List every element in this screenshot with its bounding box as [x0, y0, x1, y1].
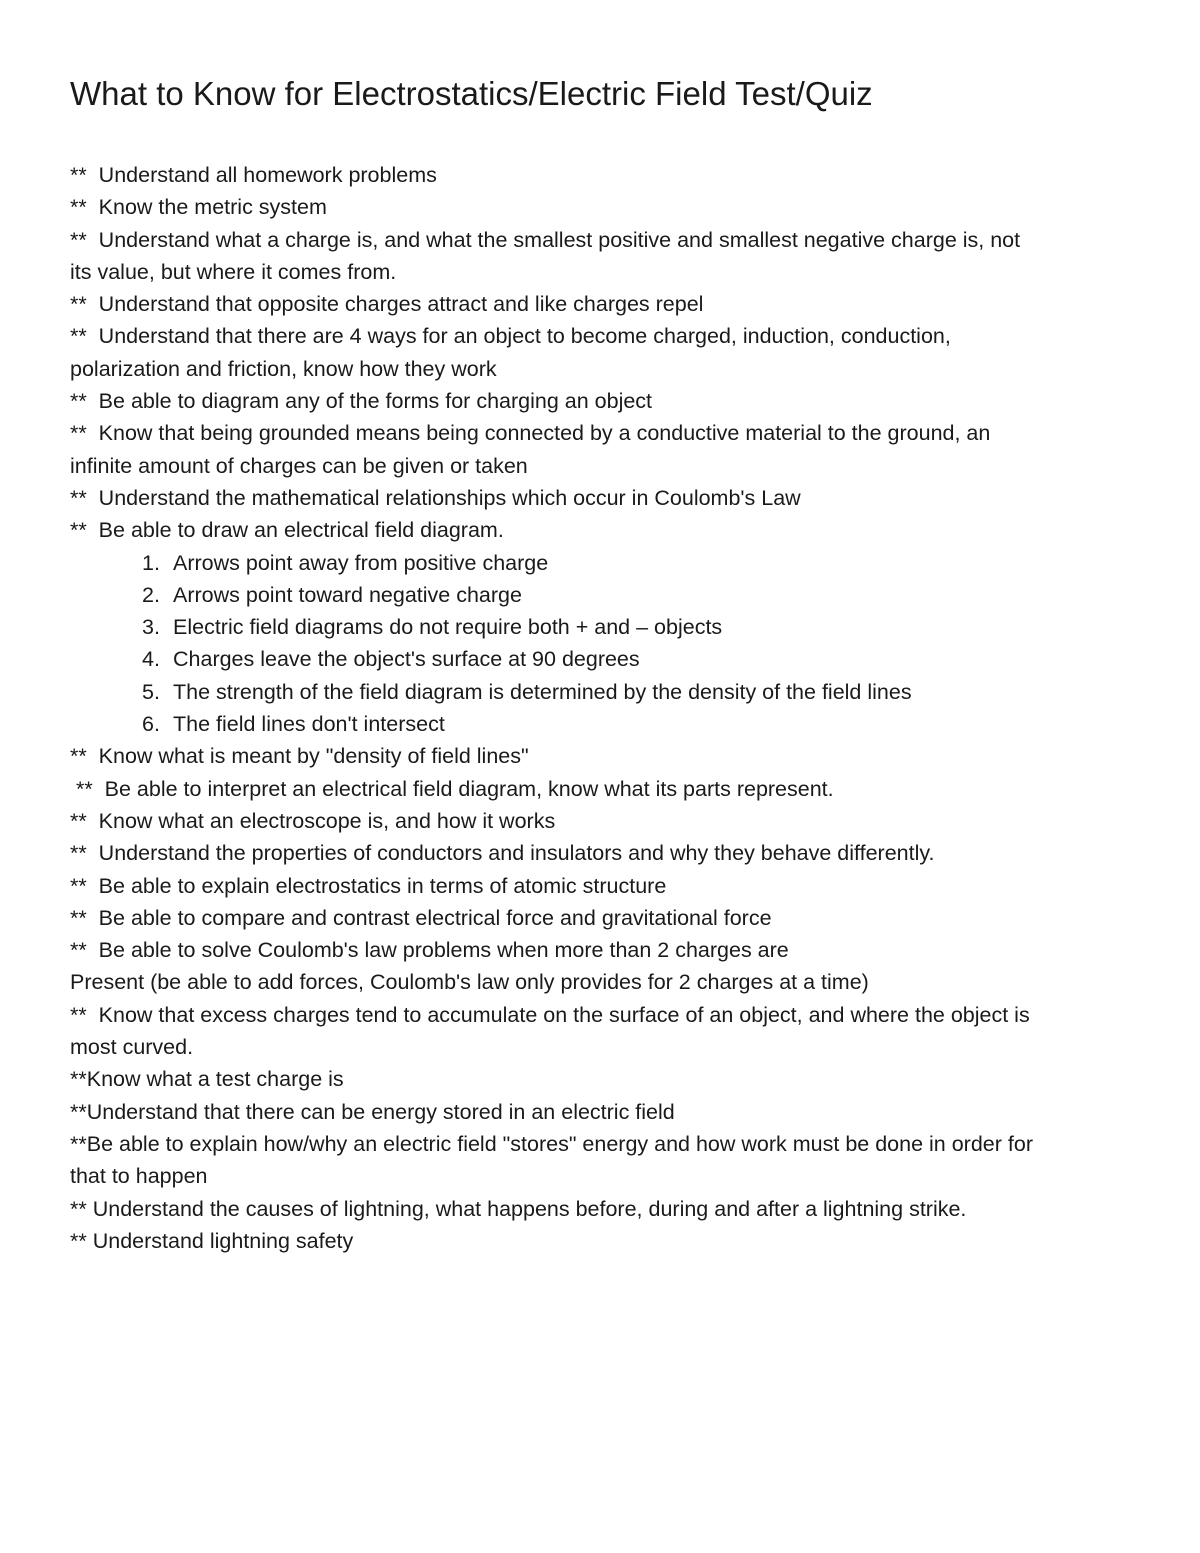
text-line: ** Be able to solve Coulomb's law problems when more than 2 charges are: [70, 938, 789, 963]
list-item-text: The strength of the field diagram is determined by the density of the field lines: [173, 679, 912, 704]
text-line: that to happen: [70, 1164, 208, 1189]
text-line: **Understand that there can be energy stored in an electric field: [70, 1099, 675, 1124]
text-line: ** Understand the mathematical relationships which occur in Coulomb's Law: [70, 485, 801, 510]
text-line: ** Know what is meant by "density of field lines": [70, 744, 529, 769]
list-item-text: Arrows point away from positive charge: [173, 550, 549, 575]
text-line: ** Know what an electroscope is, and how it works: [70, 808, 556, 833]
list-number: 2.: [142, 582, 160, 607]
document-title: What to Know for Electrostatics/Electric Field Test/Quiz: [70, 75, 873, 112]
text-line: polarization and friction, know how they work: [70, 356, 497, 381]
text-line: ** Understand all homework problems: [70, 163, 437, 187]
list-number: 5.: [142, 679, 160, 704]
text-line: ** Be able to explain electrostatics in terms of atomic structure: [70, 873, 667, 898]
list-number: 3.: [142, 615, 160, 640]
text-line: **Know what a test charge is: [70, 1067, 344, 1092]
field-diagram-rules-list: [70, 547, 1140, 741]
document-body: [70, 159, 1140, 1257]
text-line: ** Understand that there are 4 ways for an object to become charged, induction, conduction,: [70, 324, 951, 349]
list-item: [70, 708, 1140, 740]
list-item-text: The field lines don't intersect: [173, 712, 445, 737]
text-line: ** Know that being grounded means being connected by a conductive material to the ground, an: [70, 421, 991, 446]
list-number: 1.: [142, 550, 160, 575]
text-line: ** Be able to interpret an electrical field diagram, know what its parts represent.: [70, 776, 834, 801]
text-line: ** Understand what a charge is, and what the smallest positive and smallest negative charge is, not: [70, 227, 1021, 252]
list-item-text: Charges leave the object's surface at 90 degrees: [173, 647, 640, 672]
text-line: ** Understand lightning safety: [70, 1228, 354, 1253]
text-line: ** Be able to compare and contrast electrical force and gravitational force: [70, 905, 772, 930]
list-item-text: Arrows point toward negative charge: [173, 582, 522, 607]
text-line: ** Be able to draw an electrical field diagram.: [70, 518, 504, 543]
text-line: ** Understand the causes of lightning, what happens before, during and after a lightning strike.: [70, 1196, 967, 1221]
text-line: ** Be able to diagram any of the forms for charging an object: [70, 389, 653, 414]
text-line: ** Know that excess charges tend to accumulate on the surface of an object, and where the object is: [70, 1002, 1030, 1027]
text-line: most curved.: [70, 1035, 194, 1060]
text-line: Present (be able to add forces, Coulomb's law only provides for 2 charges at a time): [70, 970, 869, 995]
list-item: [70, 676, 1140, 708]
text-line: **Be able to explain how/why an electric field "stores" energy and how work must be done in order for: [70, 1131, 1033, 1156]
list-number: 6.: [142, 712, 160, 737]
text-line: ** Understand that opposite charges attract and like charges repel: [70, 292, 704, 317]
text-line: its value, but where it comes from.: [70, 259, 397, 284]
list-item: [70, 579, 1140, 611]
text-line: infinite amount of charges can be given or taken: [70, 453, 528, 478]
list-number: 4.: [142, 647, 160, 672]
text-line: ** Understand the properties of conductors and insulators and why they behave differently.: [70, 841, 935, 866]
list-item: [70, 547, 1140, 579]
text-line: ** Know the metric system: [70, 195, 327, 220]
list-item-text: Electric field diagrams do not require both + and – objects: [173, 615, 723, 640]
list-item: [70, 643, 1140, 675]
list-item: [70, 611, 1140, 643]
